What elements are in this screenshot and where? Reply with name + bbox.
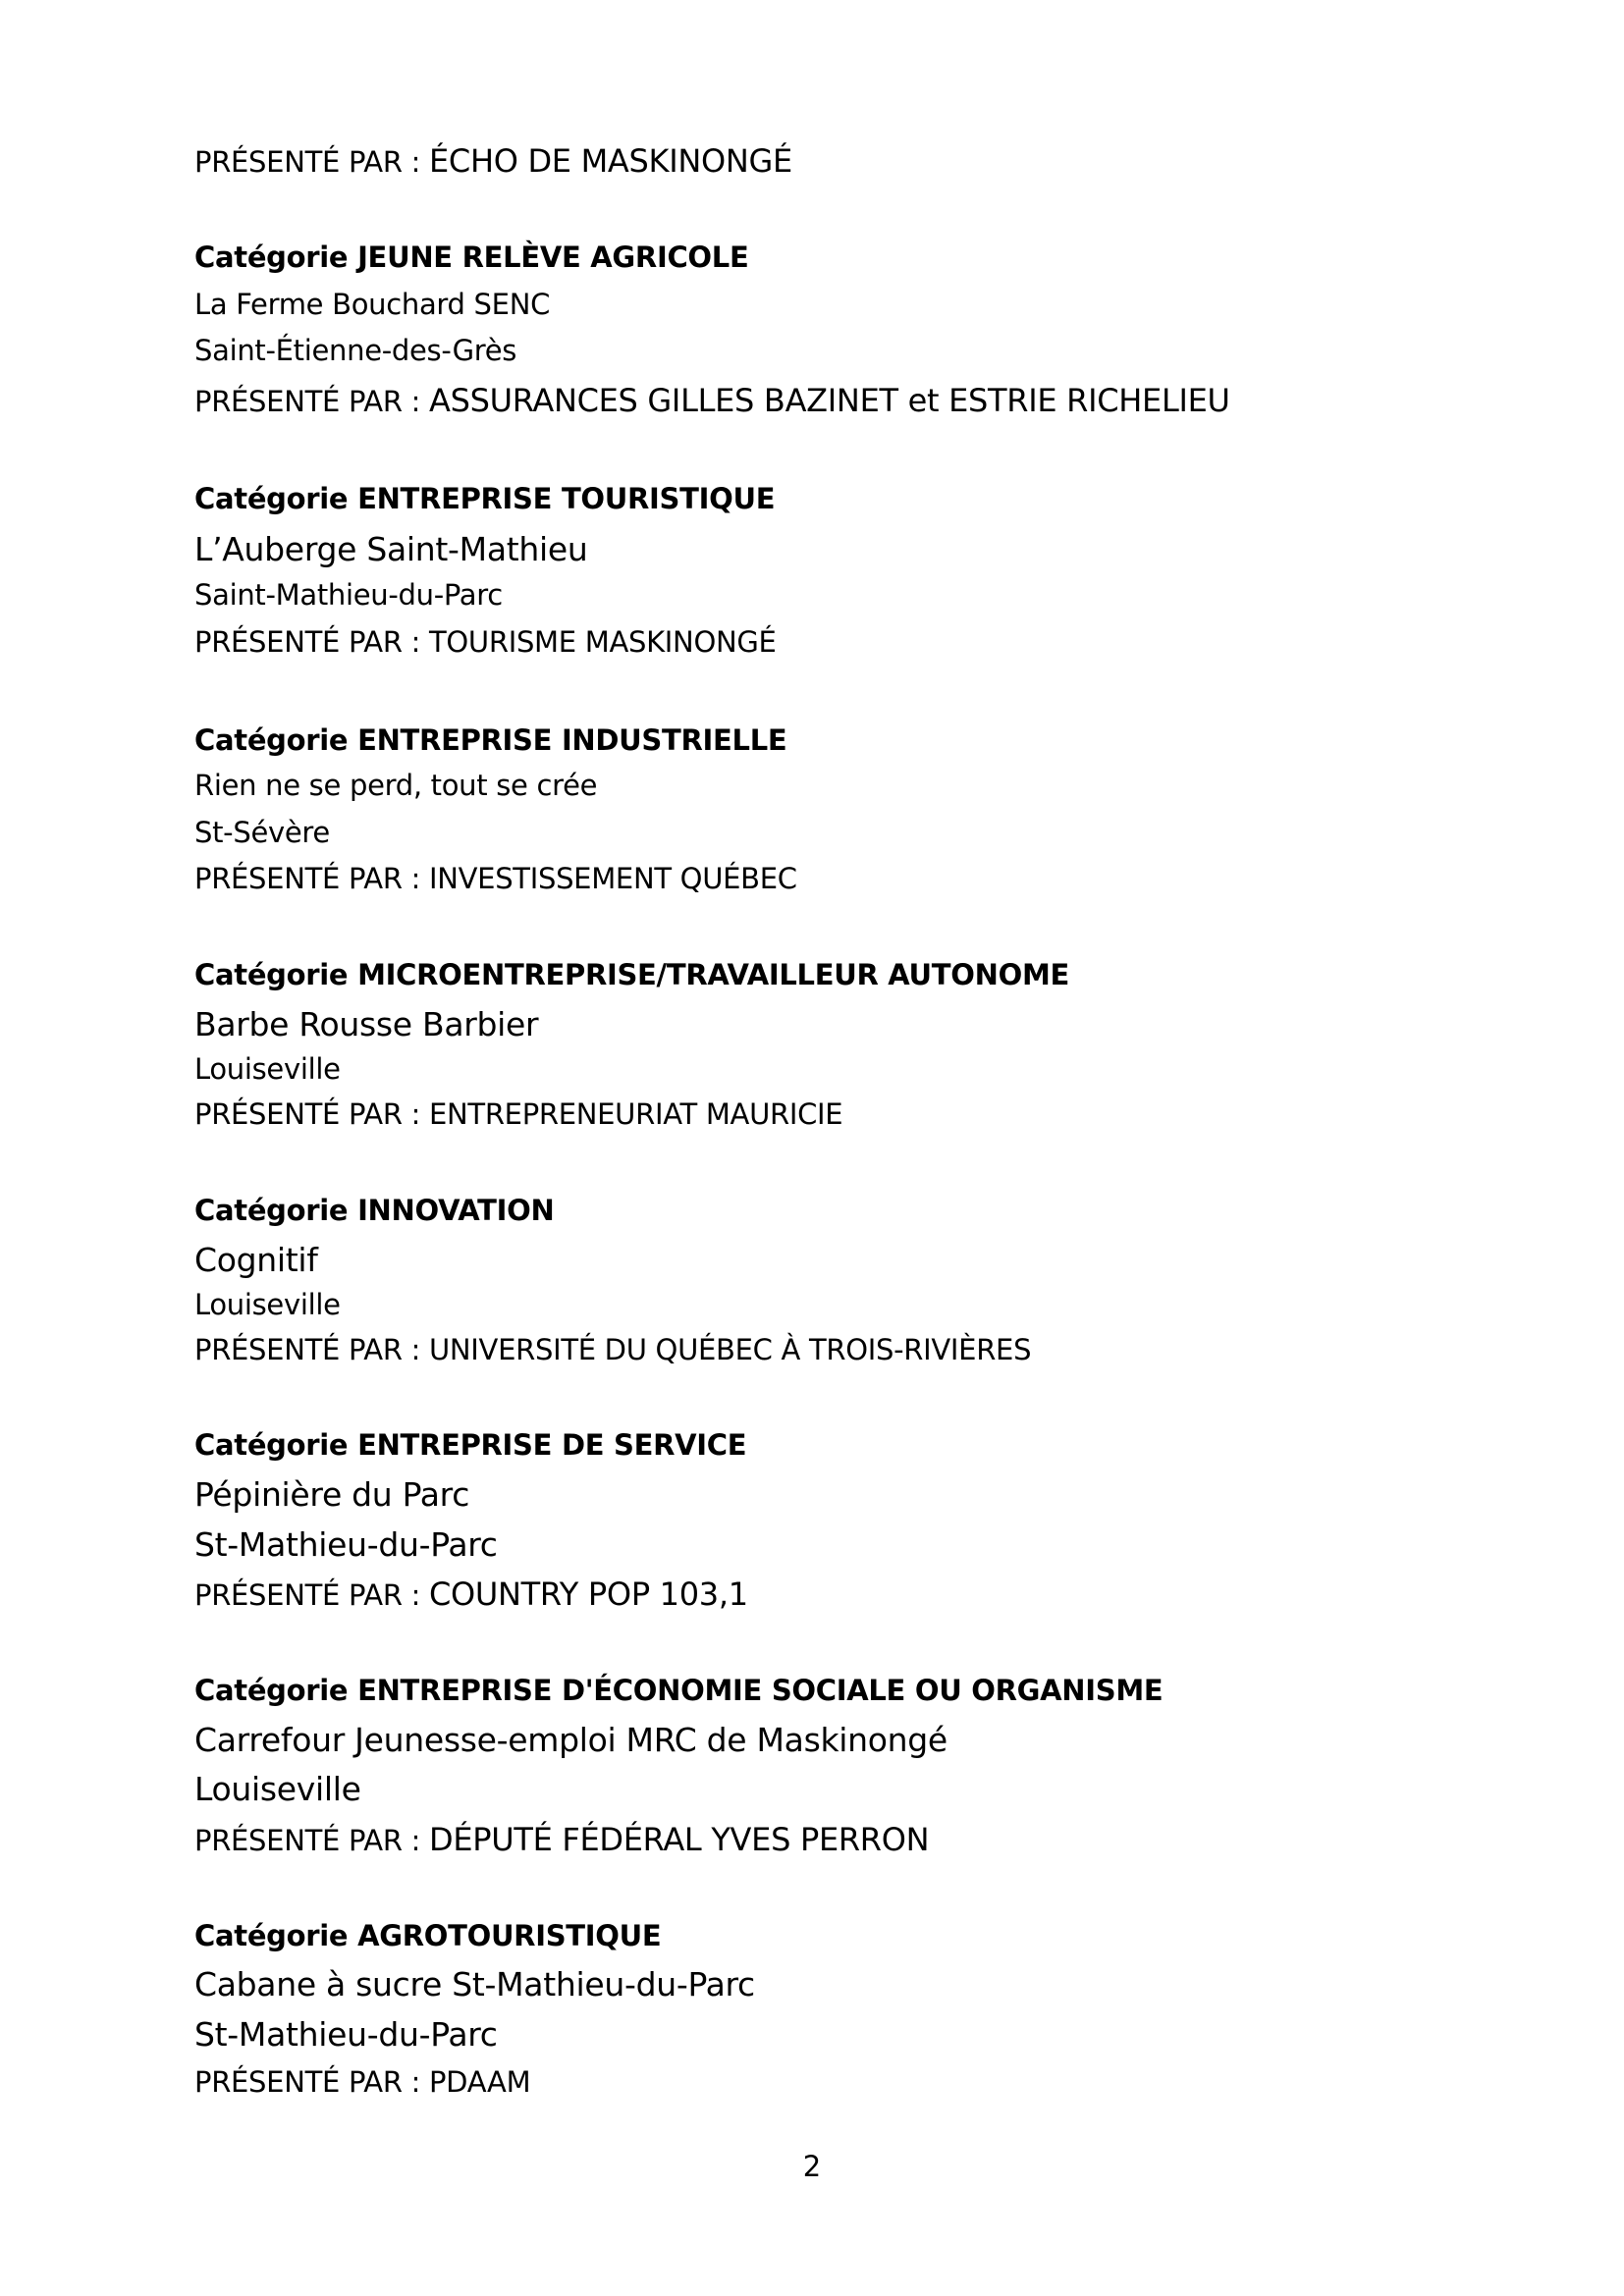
presenter-line <box>194 625 777 659</box>
winner-location: Louiseville <box>194 1770 361 1808</box>
winner-location: St-Mathieu-du-Parc <box>194 1525 498 1564</box>
winner-location: Louiseville <box>194 1288 341 1321</box>
category-heading: Catégorie MICROENTREPRISE/TRAVAILLEUR AUTONOME <box>194 958 1070 991</box>
category-heading: Catégorie ENTREPRISE TOURISTIQUE <box>194 482 776 515</box>
winner-location: St-Mathieu-du-Parc <box>194 2015 498 2054</box>
winner-name: Cabane à sucre St-Mathieu-du-Parc <box>194 1965 755 2003</box>
presenter-name: TOURISME MASKINONGÉ <box>428 625 777 659</box>
winner-name: La Ferme Bouchard SENC <box>194 288 551 321</box>
winner-location: Saint-Étienne-des-Grès <box>194 334 517 367</box>
winner-location: St-Sévère <box>194 816 330 849</box>
presenter-label: PRÉSENTÉ PAR : <box>194 385 421 418</box>
presenter-line <box>194 2065 531 2099</box>
presenter-label: PRÉSENTÉ PAR : <box>194 1578 421 1612</box>
presenter-line <box>194 1821 930 1858</box>
presenter-label: PRÉSENTÉ PAR : <box>194 1333 421 1366</box>
presenter-label: PRÉSENTÉ PAR : <box>194 862 421 895</box>
presenter-line <box>194 1575 748 1613</box>
presenter-label: PRÉSENTÉ PAR : <box>194 2065 421 2099</box>
category-heading: Catégorie AGROTOURISTIQUE <box>194 1919 662 1952</box>
presenter-label: PRÉSENTÉ PAR : <box>194 145 421 179</box>
presenter-label: PRÉSENTÉ PAR : <box>194 1824 421 1857</box>
presenter-name: DÉPUTÉ FÉDÉRAL YVES PERRON <box>428 1821 930 1858</box>
presenter-name: ÉCHO DE MASKINONGÉ <box>428 142 792 180</box>
winner-location: Louiseville <box>194 1052 341 1086</box>
intro-presenter-line <box>194 142 792 180</box>
page-number: 2 <box>802 2150 822 2183</box>
winner-name: Pépinière du Parc <box>194 1475 470 1514</box>
category-heading: Catégorie JEUNE RELÈVE AGRICOLE <box>194 240 749 274</box>
category-heading: Catégorie ENTREPRISE INDUSTRIELLE <box>194 723 787 757</box>
presenter-line <box>194 382 1230 419</box>
winner-name: Barbe Rousse Barbier <box>194 1005 539 1043</box>
presenter-label: PRÉSENTÉ PAR : <box>194 1097 421 1131</box>
presenter-line <box>194 1097 843 1131</box>
winner-name: Rien ne se perd, tout se crée <box>194 769 598 802</box>
category-heading: Catégorie ENTREPRISE DE SERVICE <box>194 1428 747 1462</box>
presenter-name: ENTREPRENEURIAT MAURICIE <box>428 1097 843 1131</box>
winner-location: Saint-Mathieu-du-Parc <box>194 578 503 612</box>
winner-name: Carrefour Jeunesse-emploi MRC de Maskinongé <box>194 1721 947 1759</box>
presenter-name: UNIVERSITÉ DU QUÉBEC À TROIS-RIVIÈRES <box>428 1333 1032 1366</box>
category-heading: Catégorie ENTREPRISE D'ÉCONOMIE SOCIALE OU ORGANISME <box>194 1674 1164 1707</box>
presenter-name: INVESTISSEMENT QUÉBEC <box>428 862 797 895</box>
presenter-name: COUNTRY POP 103,1 <box>428 1575 748 1613</box>
presenter-line <box>194 1333 1032 1366</box>
presenter-name: ASSURANCES GILLES BAZINET et ESTRIE RICHELIEU <box>428 382 1230 419</box>
category-heading: Catégorie INNOVATION <box>194 1194 555 1227</box>
presenter-name: PDAAM <box>428 2065 531 2099</box>
presenter-label: PRÉSENTÉ PAR : <box>194 625 421 659</box>
presenter-line <box>194 862 797 895</box>
winner-name: L’Auberge Saint-Mathieu <box>194 530 588 568</box>
winner-name: Cognitif <box>194 1241 318 1279</box>
